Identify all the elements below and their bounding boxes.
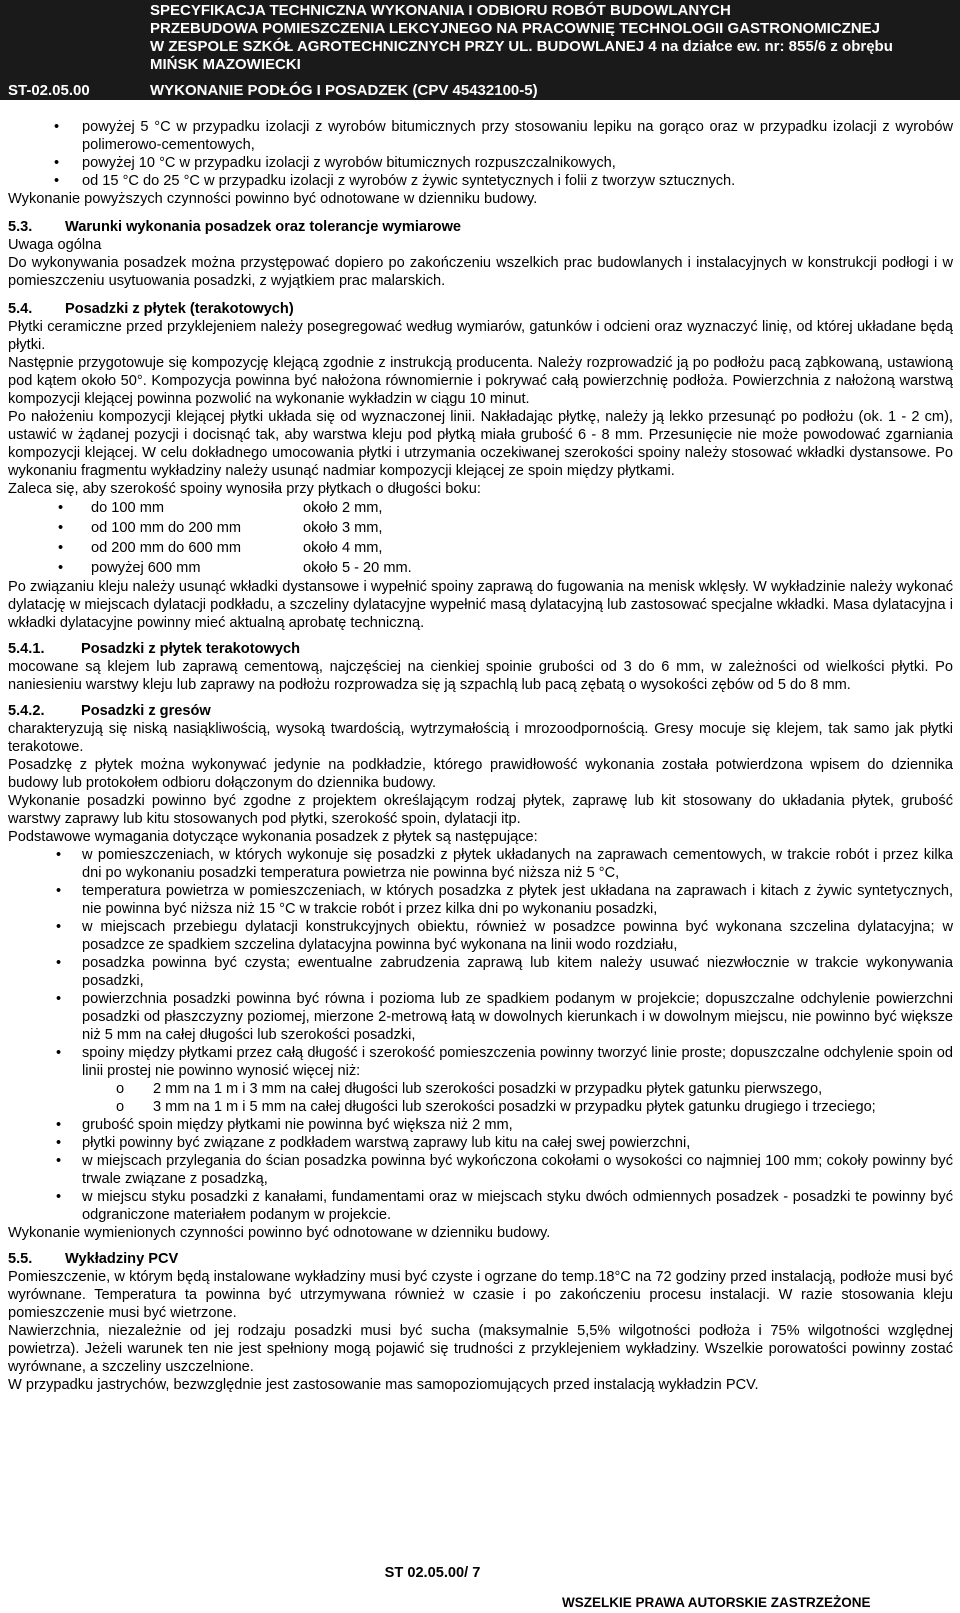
- document-header: [0, 0, 960, 100]
- paragraph: W przypadku jastrychów, bezwzględnie jest zastosowanie mas samopoziomujących przed instalacją wykładzin PCV.: [8, 1377, 759, 1393]
- section-number: 5.4.1.: [8, 641, 45, 657]
- note-label: Uwaga ogólna: [8, 237, 102, 253]
- list-item: [8, 518, 953, 538]
- paragraph: Wykonanie powyższych czynności powinno być odnotowane w dzienniku budowy.: [8, 191, 538, 207]
- copyright-notice: WSZELKIE PRAWA AUTORSKIE ZASTRZEŻONE: [562, 1595, 871, 1610]
- section-heading-5-3: [8, 218, 953, 236]
- deviation-sublist: [8, 1080, 953, 1116]
- tile-size: od 200 mm do 600 mm: [91, 540, 242, 556]
- list-item: [8, 538, 953, 558]
- joint-width-list: [8, 498, 953, 578]
- section-title: Warunki wykonania posadzek oraz tolerancje wymiarowe: [65, 219, 462, 235]
- list-item: • powyżej 5 °C w przypadku izolacji z wyrobów bitumicznych przy stosowaniu lepiku na gorąco oraz w przypadku izolacji z wyrobów polimerowo-cementowych,: [8, 118, 953, 154]
- paragraph: mocowane są klejem lub zaprawą cementową, najczęściej na cienkiej spoinie grubości od 3 do 6 mm, w zależności od wielkości płytki. Po naniesieniu warstwy kleju lub zaprawy na podłożu rozprowadza się ją szpachlą lub pacą zębatą o wysokości zębów od 5 do 8 mm.: [8, 659, 953, 693]
- document-body: [8, 118, 953, 1394]
- section-number: 5.3.: [8, 219, 33, 235]
- joint-width: około 3 mm,: [303, 520, 383, 536]
- list-item: • w pomieszczeniach, w których wykonuje się posadzki z płytek układanych na zaprawach cementowych, w trakcie robót i przez kilka dni po wykonaniu posadzki temperatura powietrza nie powinna być niższa niż 5 °C,: [8, 846, 953, 882]
- section-title: Posadzki z płytek (terakotowych): [65, 301, 294, 317]
- paragraph: charakteryzują się niską nasiąkliwością, wysoką twardością, wytrzymałością i mrozoodpornością. Gresy mocuje się klejem, tak samo jak płytki terakotowe.: [8, 721, 953, 755]
- paragraph: Po nałożeniu kompozycji klejącej płytki układa się od wyznaczonej linii. Nakładając płytkę, należy ją lekko przesunąć po podłożu (ok. 1 - 2 cm), ustawić w żądanej pozycji i docisnąć tak, aby warstwa kleju pod płytką miała grubość 6 - 8 mm. Przesunięcie nie może powodować zgarniania kompozycji klejącej. W celu dokładnego umocowania płytki i utrzymania oczekiwanej szerokości spoiny należy stosować wkładki dystansowe. Po wykonaniu fragmentu wykładziny należy usunąć nadmiar kompozycji klejącej ze spoin między płytkami.: [8, 409, 953, 479]
- section-heading-5-4-1: [8, 640, 953, 658]
- requirements-list-continued: [8, 1116, 953, 1224]
- list-item: o 2 mm na 1 m i 3 mm na całej długości lub szerokości posadzki w przypadku płytek gatunku pierwszego,: [8, 1080, 953, 1098]
- tile-size: od 100 mm do 200 mm: [91, 520, 242, 536]
- header-title: [150, 2, 952, 74]
- requirements-list: [8, 846, 953, 1080]
- list-item: • posadzka powinna być czysta; ewentualne zabrudzenia zaprawą lub kitem należy usuwać niezwłocznie w trakcie wykonywania posadzki,: [8, 954, 953, 990]
- section-title: Posadzki z płytek terakotowych: [81, 641, 300, 657]
- list-item: • grubość spoin między płytkami nie powinna być większa niż 2 mm,: [8, 1116, 953, 1134]
- header-spec-subject: WYKONANIE PODŁÓG I POSADZEK (CPV 45432100-5): [150, 82, 538, 99]
- section-number: 5.4.: [8, 301, 33, 317]
- section-title: Posadzki z gresów: [81, 703, 211, 719]
- list-item: • spoiny między płytkami przez całą długość i szerokość pomieszczenia powinny tworzyć linie proste; dopuszczalne odchylenie spoin od linii prostej nie powinno wynosić więcej niż:: [8, 1044, 953, 1080]
- list-item: • w miejscu styku posadzki z kanałami, fundamentami oraz w miejscach styku dwóch odmiennych posadzek - posadzki te powinny być odgraniczone materiałem podanym w projekcie.: [8, 1188, 953, 1224]
- section-heading-5-5: [8, 1250, 953, 1268]
- tile-size: do 100 mm: [91, 500, 165, 516]
- list-item: • temperatura powietrza w pomieszczeniach, w których posadzka z płytek jest układana na zaprawach i kitach z żywic syntetycznych, nie powinna być niższa niż 15 °C w trakcie robót i przez kilka dni po wykonaniu posadzki,: [8, 882, 953, 918]
- list-item: • powyżej 10 °C w przypadku izolacji z wyrobów bitumicznych rozpuszczalnikowych,: [8, 154, 953, 172]
- section-heading-5-4: [8, 300, 953, 318]
- paragraph: Pomieszczenie, w którym będą instalowane wykładziny musi być czyste i ogrzane do temp.18°C na 72 godziny przed instalacją, podłoże musi być wyrównane. Temperatura ta powinna być utrzymywana również w czasie i po zakończeniu procesu instalacji. W razie stosowania kleju pomieszczenie musi być wietrzone.: [8, 1269, 953, 1321]
- section-number: 5.5.: [8, 1251, 33, 1267]
- section-number: 5.4.2.: [8, 703, 45, 719]
- list-item: • płytki powinny być związane z podkładem warstwą zaprawy lub kitu na całej swej powierzchni,: [8, 1134, 953, 1152]
- paragraph: Następnie przygotowuje się kompozycję klejącą zgodnie z instrukcją producenta. Należy rozprowadzić ją po podłożu pacą ząbkowaną, ustawioną pod kątem około 50°. Kompozycja powinna być nałożona równomiernie i pokrywać całą powierzchnię podłoża. Powierzchnia z nałożoną warstwą kompozycji klejącej powinna pozwolić na wykonanie wykładzin w ciągu 10 minut.: [8, 355, 953, 407]
- section-heading-5-4-2: [8, 702, 953, 720]
- list-item: [8, 498, 953, 518]
- joint-width: około 4 mm,: [303, 540, 383, 556]
- temperature-list: [8, 118, 953, 190]
- paragraph: Zaleca się, aby szerokość spoiny wynosiła przy płytkach o długości boku:: [8, 481, 481, 497]
- page-number: ST 02.05.00/ 7: [384, 1565, 481, 1581]
- paragraph: Podstawowe wymagania dotyczące wykonania posadzek z płytek są następujące:: [8, 829, 538, 845]
- header-title-line: PRZEBUDOWA POMIESZCZENIA LEKCYJNEGO NA PRACOWNIĘ TECHNOLOGII GASTRONOMICZNEJ: [150, 20, 881, 37]
- list-item: • powierzchnia posadzki powinna być równa i pozioma lub ze spadkiem podanym w projekcie; dopuszczalne odchylenie powierzchni posadzki od płaszczyzny poziomej, mierzone 2-metrową łatą w dowolnych kierunkach i w dowolnym miejscu, nie powinno być większe niż 5 mm na całej długości lub szerokości posadzki,: [8, 990, 953, 1044]
- section-title: Wykładziny PCV: [65, 1251, 179, 1267]
- list-item: • w miejscach przebiegu dylatacji konstrukcyjnych obiektu, również w posadzce powinna być wykonana szczelina dylatacyjna; w posadzce ze spadkiem szczelina dylatacyjna powinna być wykonana na linii wodo rozdziału,: [8, 918, 953, 954]
- list-item: • w miejscach przylegania do ścian posadzka powinna być wykończona cokołami o wysokości co najmniej 100 mm; cokoły powinny być trwale związane z posadzką,: [8, 1152, 953, 1188]
- joint-width: około 2 mm,: [303, 500, 383, 516]
- header-title-line: SPECYFIKACJA TECHNICZNA WYKONANIA I ODBIORU ROBÓT BUDOWLANYCH: [150, 2, 731, 19]
- paragraph: Wykonanie posadzki powinno być zgodne z projektem określającym rodzaj płytek, zaprawę lub kit stosowany do układania płytek, grubość warstwy zaprawy lub kitu stosowanych pod płytki, szerokość spoin, dylatacji itp.: [8, 793, 953, 827]
- list-item: • od 15 °C do 25 °C w przypadku izolacji z wyrobów z żywic syntetycznych i folii z tworzyw sztucznych.: [8, 172, 953, 190]
- paragraph: Posadzkę z płytek można wykonywać jedynie na podkładzie, którego prawidłowość wykonania została potwierdzona wpisem do dziennika budowy lub protokołem odbioru dołączonym do dziennika budowy.: [8, 757, 953, 791]
- header-title-line: MIŃSK MAZOWIECKI: [150, 56, 301, 73]
- paragraph: Po związaniu kleju należy usunąć wkładki dystansowe i wypełnić spoiny zaprawą do fugowania na menisk wklęsły. W wykładzinie należy wykonać dylatację w miejscach dylatacji podkładu, a szczeliny dylatacyjne wypełnić masą dylatacyjną lub zastosować specjalne wkładki. Masa dylatacyjna i wkładki dylatacyjne powinny mieć aktualną aprobatę techniczną.: [8, 579, 953, 631]
- joint-width: około 5 - 20 mm.: [303, 560, 412, 576]
- list-item: [8, 558, 953, 578]
- paragraph: Płytki ceramiczne przed przyklejeniem należy posegregować według wymiarów, gatunków i odcieni oraz wyznaczyć linię, od której układane będą płytki.: [8, 319, 953, 353]
- paragraph: Do wykonywania posadzek można przystępować dopiero po zakończeniu wszelkich prac budowlanych i instalacyjnych w konstrukcji podłogi i w pomieszczeniu usytuowania posadzki, z wyjątkiem prac malarskich.: [8, 255, 953, 289]
- tile-size: powyżej 600 mm: [91, 560, 201, 576]
- paragraph: Wykonanie wymienionych czynności powinno być odnotowane w dzienniku budowy.: [8, 1225, 551, 1241]
- header-spec-code: ST-02.05.00: [8, 82, 90, 99]
- list-item: o 3 mm na 1 m i 5 mm na całej długości lub szerokości posadzki w przypadku płytek gatunku drugiego i trzeciego;: [8, 1098, 953, 1116]
- paragraph: Nawierzchnia, niezależnie od jej rodzaju posadzki musi być sucha (maksymalnie 5,5% wilgotności podłoża i 75% wilgotności względnej powietrza). Jeżeli warunek ten nie jest spełniony mogą pojawić się trudności z przyklejeniem wykładziny. Wszelkie porowatości powinny zostać wyrównane, a szczeliny uszczelnione.: [8, 1323, 953, 1375]
- header-title-line: W ZESPOLE SZKÓŁ AGROTECHNICZNYCH PRZY UL. BUDOWLANEJ 4 na działce ew. nr: 855/6 z obrębu: [150, 38, 893, 55]
